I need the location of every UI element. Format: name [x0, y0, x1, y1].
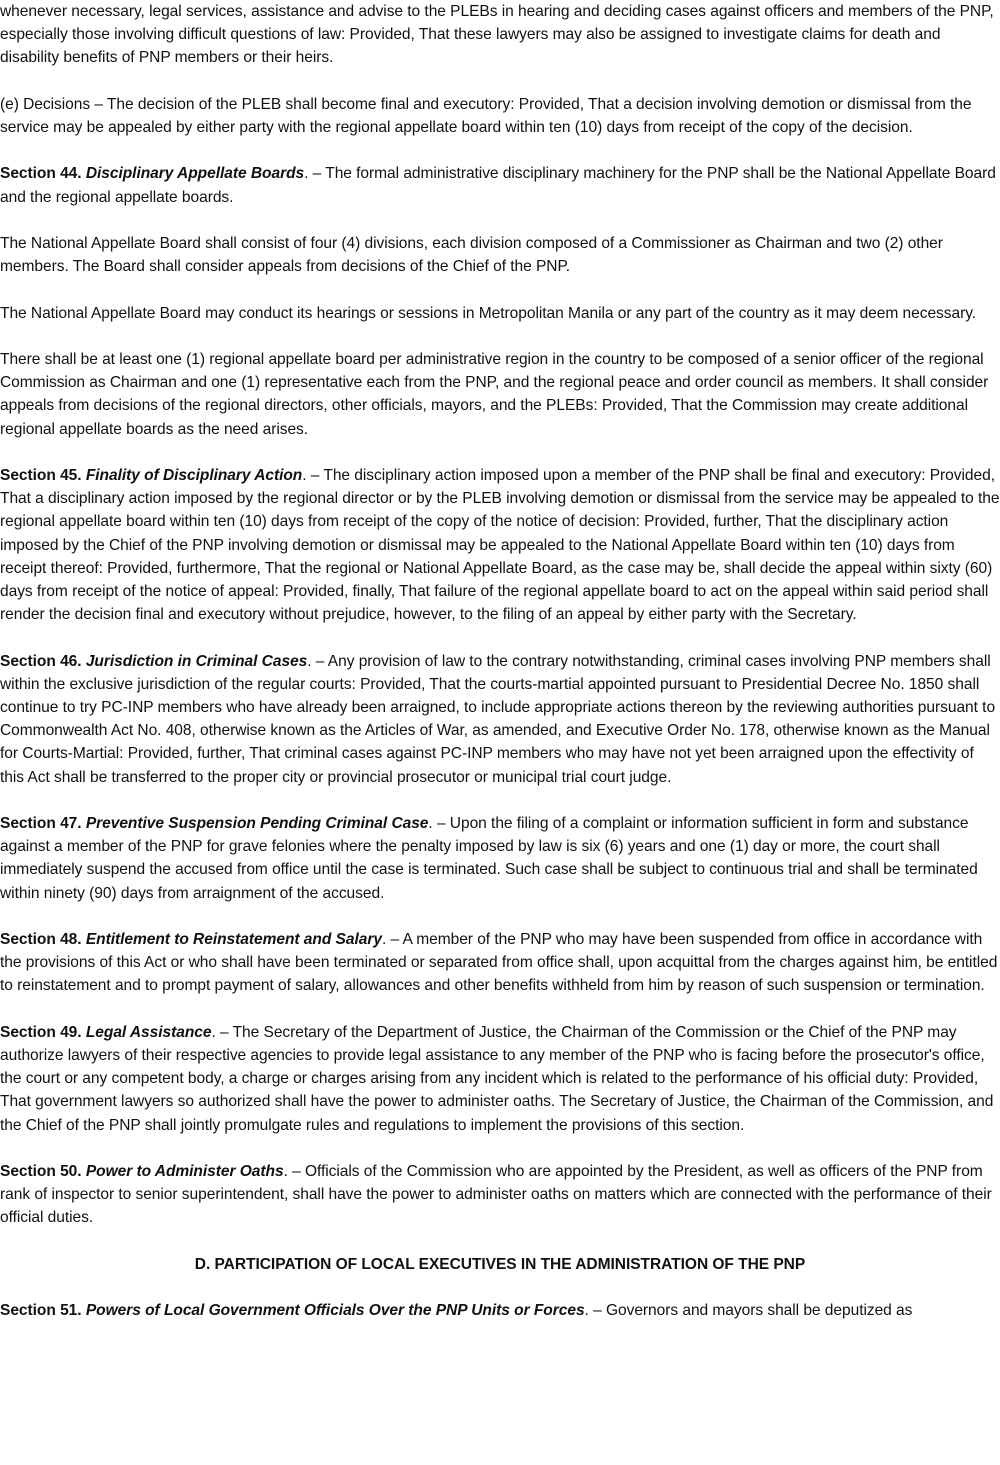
section-text: . – The disciplinary action imposed upon a member of the PNP shall be final and executory: Provided, That a disciplinary action imposed by the regional director or by the PLEB involving demotion or dismissal from the service may be appealed to the regional appellate board within ten (10) days from receipt of the copy of the notice of decision: Provided, further, That the disciplinary action imposed by the Chief of the PNP involving demotion or dismissal may be appealed to the National Appellate Board within ten (10) days from receipt thereof: Provided, furthermore, That the regional or National Appellate Board, as the case may be, shall decide the appeal within sixty (60) days from receipt of the notice of appeal: Provided, finally, That failure of the regional appellate board to act on the appeal within said period shall render the decision final and executory without prejudice, however, to the filing of an appeal by either party with the Secretary. — [0, 466, 1000, 624]
section-number: Section 50. — [0, 1162, 82, 1180]
section-48 — [0, 928, 1000, 998]
section-title: Jurisdiction in Criminal Cases — [85, 652, 308, 670]
section-number: Section 48. — [0, 930, 82, 948]
section-text: . – Upon the filing of a complaint or information sufficient in form and substance against a member of the PNP for grave felonies where the penalty imposed by law is six (6) years and one (1) day or more, the court shall immediately suspend the accused from office until the case is terminated. Such case shall be subject to continuous trial and shall be terminated within ninety (90) days from arraignment of the accused. — [0, 814, 978, 902]
section-49 — [0, 1021, 1000, 1137]
section-44 — [0, 162, 1000, 208]
section-47 — [0, 812, 1000, 905]
section-number: Section 46. — [0, 652, 82, 670]
section-text: . – A member of the PNP who may have been suspended from office in accordance with the provisions of this Act or who shall have been terminated or separated from office shall, upon acquittal from the charges against him, be entitled to reinstatement and to prompt payment of salary, allowances and other benefits withheld from him by reason of such suspension or termination. — [0, 930, 998, 995]
section-44-paragraph-2: The National Appellate Board shall consist of four (4) divisions, each division composed of a Commissioner as Chairman and two (2) other members. The Board shall consider appeals from decisions of the Chief of the PNP. — [0, 234, 943, 276]
section-number: Section 49. — [0, 1023, 82, 1041]
section-number: Section 45. — [0, 466, 82, 484]
section-text: . – Officials of the Commission who are appointed by the President, as well as officers of the PNP from rank of inspector to senior superintendent, shall have the power to administer oaths on matters which are connected with the performance of their official duties. — [0, 1162, 992, 1227]
section-50 — [0, 1160, 1000, 1230]
section-title: Finality of Disciplinary Action — [85, 466, 303, 484]
section-text: . – The formal administrative disciplinary machinery for the PNP shall be the National Appellate Board and the regional appellate boards. — [0, 165, 996, 206]
section-text: . – The Secretary of the Department of Justice, the Chairman of the Commission or the Chief of the PNP may authorize lawyers of their respective agencies to provide legal assistance to any member of the PNP who is facing before the prosecutor's office, the court or any competent body, a charge or charges arising from any incident which is related to the performance of his official duty: Provided, That government lawyers so authorized shall have the power to administer oaths. The Secretary of Justice, the Chairman of the Commission, and the Chief of the PNP shall jointly promulgate rules and regulations to implement the provisions of this section. — [0, 1023, 994, 1134]
section-title: Legal Assistance — [85, 1023, 212, 1041]
section-title: Powers of Local Government Officials Over the PNP Units or Forces — [85, 1302, 585, 1320]
section-text: . – Any provision of law to the contrary notwithstanding, criminal cases involving PNP members shall within the exclusive jurisdiction of the regular courts: Provided, That the courts-martial appointed pursuant to Presidential Decree No. 1850 shall continue to try PC-INP members who have already been arraigned, to include appropriate actions thereon by the reviewing authorities pursuant to Commonwealth Act No. 408, otherwise known as the Articles of War, as amended, and Executive Order No. 178, otherwise known as the Manual for Courts-Martial: Provided, further, That criminal cases against PC-INP members who may have not yet been arraigned upon the effectivity of this Act shall be transferred to the proper city or provincial prosecutor or municipal trial court judge. — [0, 652, 996, 786]
section-51 — [0, 1299, 1000, 1322]
section-title: Power to Administer Oaths — [85, 1162, 284, 1180]
section-number: Section 51. — [0, 1302, 82, 1320]
part-d-heading: D. PARTICIPATION OF LOCAL EXECUTIVES IN THE ADMINISTRATION OF THE PNP — [194, 1255, 806, 1273]
section-number: Section 44. — [0, 165, 82, 183]
section-title: Disciplinary Appellate Boards — [85, 165, 305, 183]
section-text: . – Governors and mayors shall be deputized as — [584, 1302, 913, 1320]
section-title: Entitlement to Reinstatement and Salary — [85, 930, 382, 948]
intro-paragraph: whenever necessary, legal services, assistance and advise to the PLEBs in hearing and deciding cases against officers and members of the PNP, especially those involving difficult questions of law: Provided, That these lawyers may also be assigned to investigate claims for death and disability benefits of PNP members or their heirs. — [0, 3, 994, 67]
section-46 — [0, 650, 1000, 789]
section-title: Preventive Suspension Pending Criminal Case — [85, 814, 429, 832]
section-44-paragraph-3: The National Appellate Board may conduct its hearings or sessions in Metropolitan Manila or any part of the country as it may deem necessary. — [0, 304, 977, 322]
section-number: Section 47. — [0, 814, 82, 832]
section-45 — [0, 464, 1000, 626]
decisions-paragraph: (e) Decisions – The decision of the PLEB shall become final and executory: Provided, That a decision involving demotion or dismissal from the service may be appealed by either party with the regional appellate board within ten (10) days from receipt of the copy of the decision. — [0, 95, 972, 136]
section-44-paragraph-4: There shall be at least one (1) regional appellate board per administrative region in the country to be composed of a senior officer of the regional Commission as Chairman and one (1) representative each from the PNP, and the regional peace and order council as members. It shall consider appeals from decisions of the regional directors, other officials, mayors, and the PLEBs: Provided, That the Commission may create additional regional appellate boards as the need arises. — [0, 350, 989, 438]
